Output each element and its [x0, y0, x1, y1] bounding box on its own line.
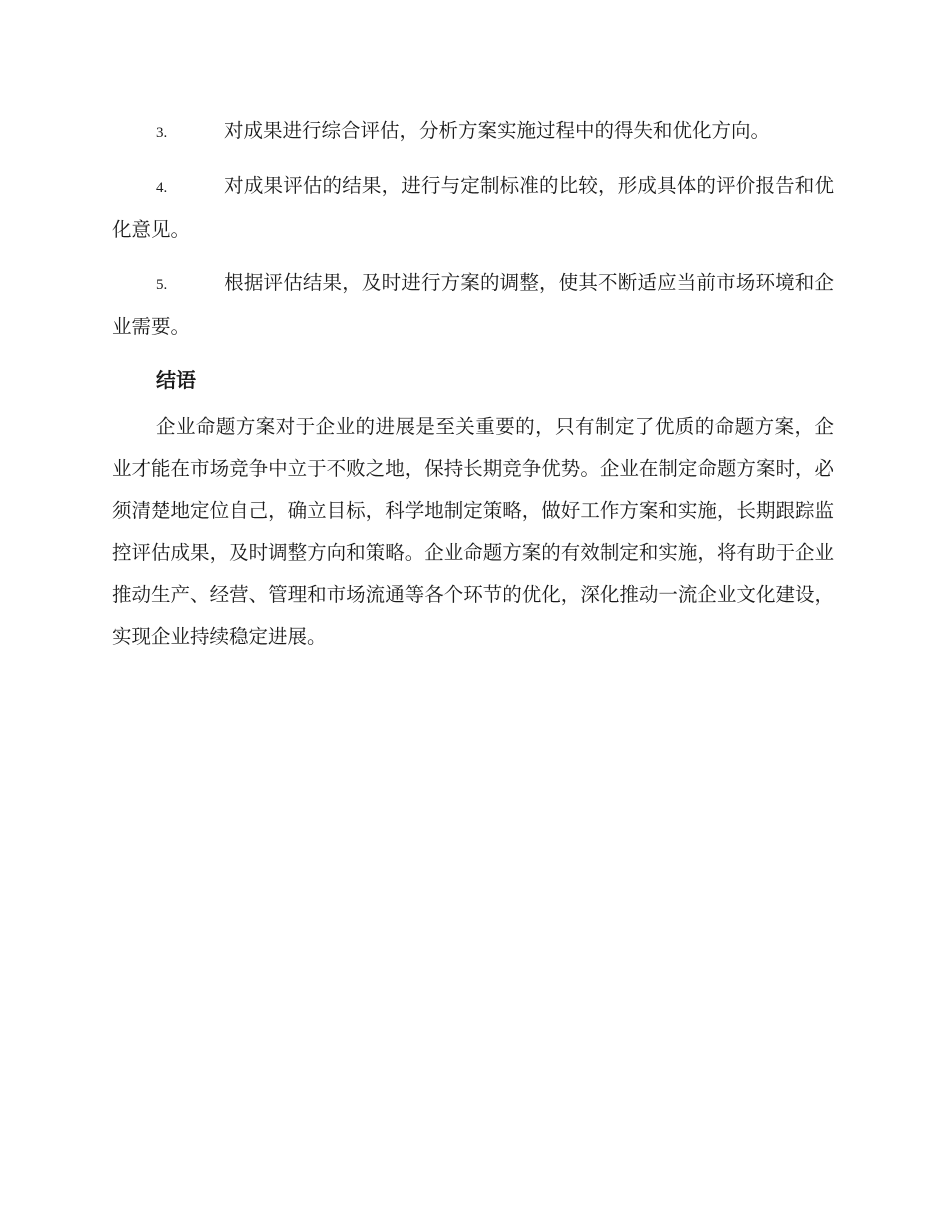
document-content — [112, 110, 834, 658]
list-item-number: 5. — [156, 277, 168, 293]
list-item-text: 根据评估结果，及时进行方案的调整，使其不断适应当前市场环境和企业需要。 — [112, 271, 834, 338]
list-item — [112, 110, 834, 154]
list-item-text: 对成果进行综合评估，分析方案实施过程中的得失和优化方向。 — [224, 119, 771, 142]
list-item — [112, 262, 834, 348]
list-item-text: 对成果评估的结果，进行与定制标准的比较，形成具体的评价报告和优化意见。 — [112, 174, 834, 241]
conclusion-paragraph: 企业命题方案对于企业的进展是至关重要的，只有制定了优质的命题方案，企业才能在市场竞争中立于不败之地，保持长期竞争优势。企业在制定命题方案时，必须清楚地定位自己，确立目标，科学地制定策略，做好工作方案和实施，长期跟踪监控评估成果，及时调整方向和策略。企业命题方案的有效制定和实施，将有助于企业推动生产、经营、管理和市场流通等各个环节的优化，深化推动一流企业文化建设，实现企业持续稳定进展。 — [112, 415, 834, 648]
section-heading: 结语 — [156, 368, 196, 392]
list-item-number: 3. — [156, 125, 168, 141]
list-item — [112, 165, 834, 251]
list-item-number: 4. — [156, 180, 168, 196]
